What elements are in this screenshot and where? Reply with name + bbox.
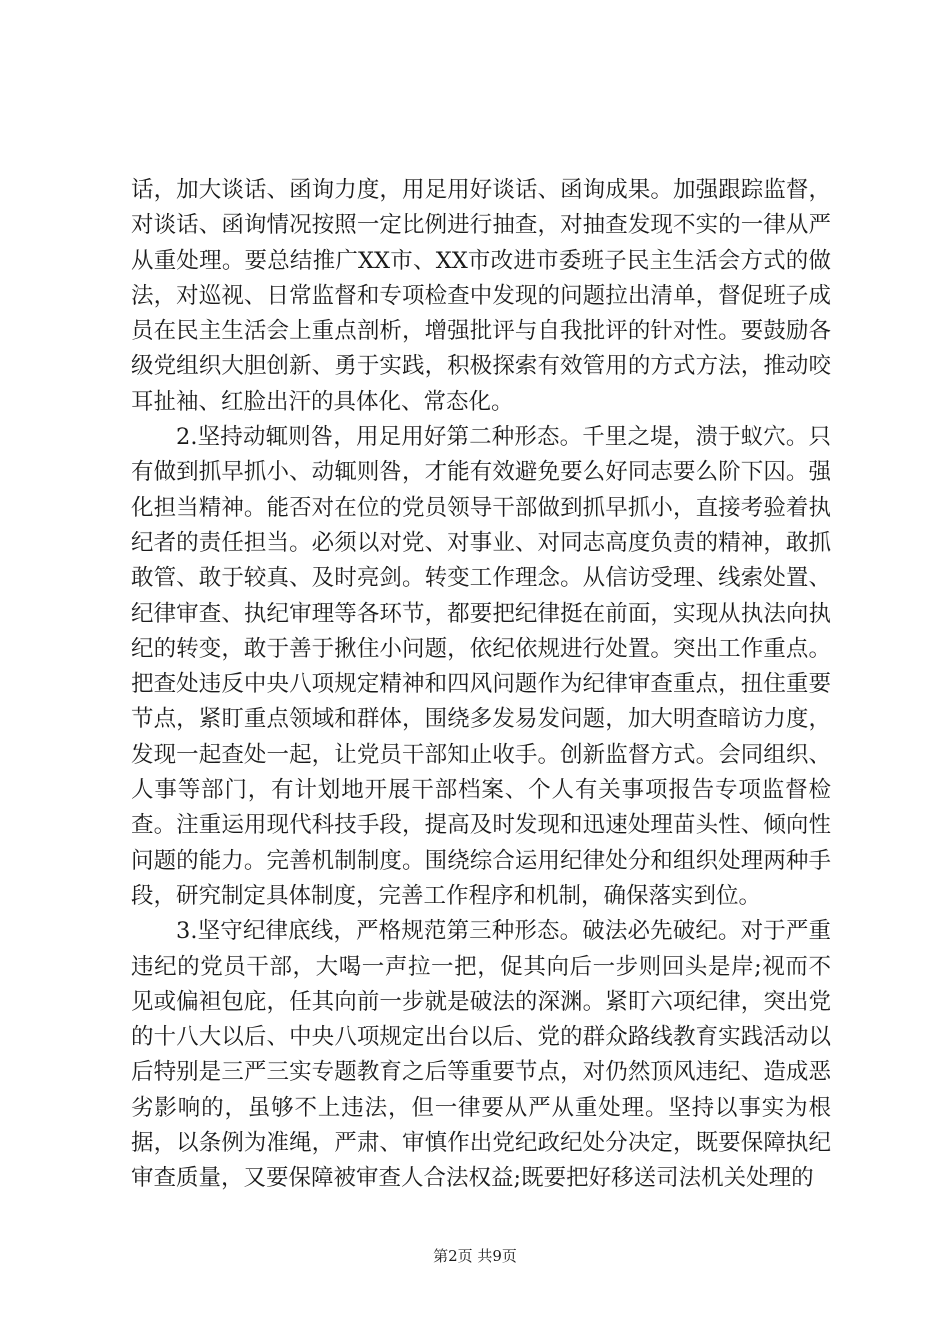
- paragraph-section-3: 3.坚守纪律底线，严格规范第三种形态。破法必先破纪。对于严重违纪的党员干部，大喝一声拉一把，促其向后一步则回头是岸;视而不见或偏袒包庇，任其向前一步就是破法的深渊。紧盯六项纪律，突出党的十八大以后、中央八项规定出台以后、党的群众路线教育实践活动以后特别是三严三实专题教育之后等重要节点，对仍然顶风违纪、造成恶劣影响的，虽够不上违法，但一律要从严从重处理。坚持以事实为根据，以条例为准绳，严肃、审慎作出党纪政纪处分决定，既要保障执纪审查质量，又要保障被审查人合法权益;既要把好移送司法机关处理的: [131, 918, 831, 1192]
- page-footer: 第2页 共9页: [433, 1247, 517, 1265]
- paragraph-continuation: 话，加大谈话、函询力度，用足用好谈话、函询成果。加强跟踪监督，对谈话、函询情况按照一定比例进行抽查，对抽查发现不实的一律从严从重处理。要总结推广XX市、XX市改进市委班子民主生活会方式的做法，对巡视、日常监督和专项检查中发现的问题拉出清单，督促班子成员在民主生活会上重点剖析，增强批评与自我批评的针对性。要鼓励各级党组织大胆创新、勇于实践，积极探索有效管用的方式方法，推动咬耳扯袖、红脸出汗的具体化、常态化。: [131, 177, 831, 415]
- paragraph-section-2: 2.坚持动辄则咎，用足用好第二种形态。千里之堤，溃于蚁穴。只有做到抓早抓小、动辄则咎，才能有效避免要么好同志要么阶下囚。强化担当精神。能否对在位的党员领导干部做到抓早抓小，直接考验着执纪者的责任担当。必须以对党、对事业、对同志高度负责的精神，敢抓敢管、敢于较真、及时亮剑。转变工作理念。从信访受理、线索处置、纪律审查、执纪审理等各环节，都要把纪律挺在前面，实现从执法向执纪的转变，敢于善于揪住小问题，依纪依规进行处置。突出工作重点。把查处违反中央八项规定精神和四风问题作为纪律审查重点，扭住重要节点，紧盯重点领域和群体，围绕多发易发问题，加大明查暗访力度，发现一起查处一起，让党员干部知止收手。创新监督方式。会同组织、人事等部门，有计划地开展干部档案、个人有关事项报告专项监督检查。注重运用现代科技手段，提高及时发现和迅速处理苗头性、倾向性问题的能力。完善机制制度。围绕综合运用纪律处分和组织处理两种手段，研究制定具体制度，完善工作程序和机制，确保落实到位。: [131, 424, 831, 909]
- document-body: [131, 173, 831, 1197]
